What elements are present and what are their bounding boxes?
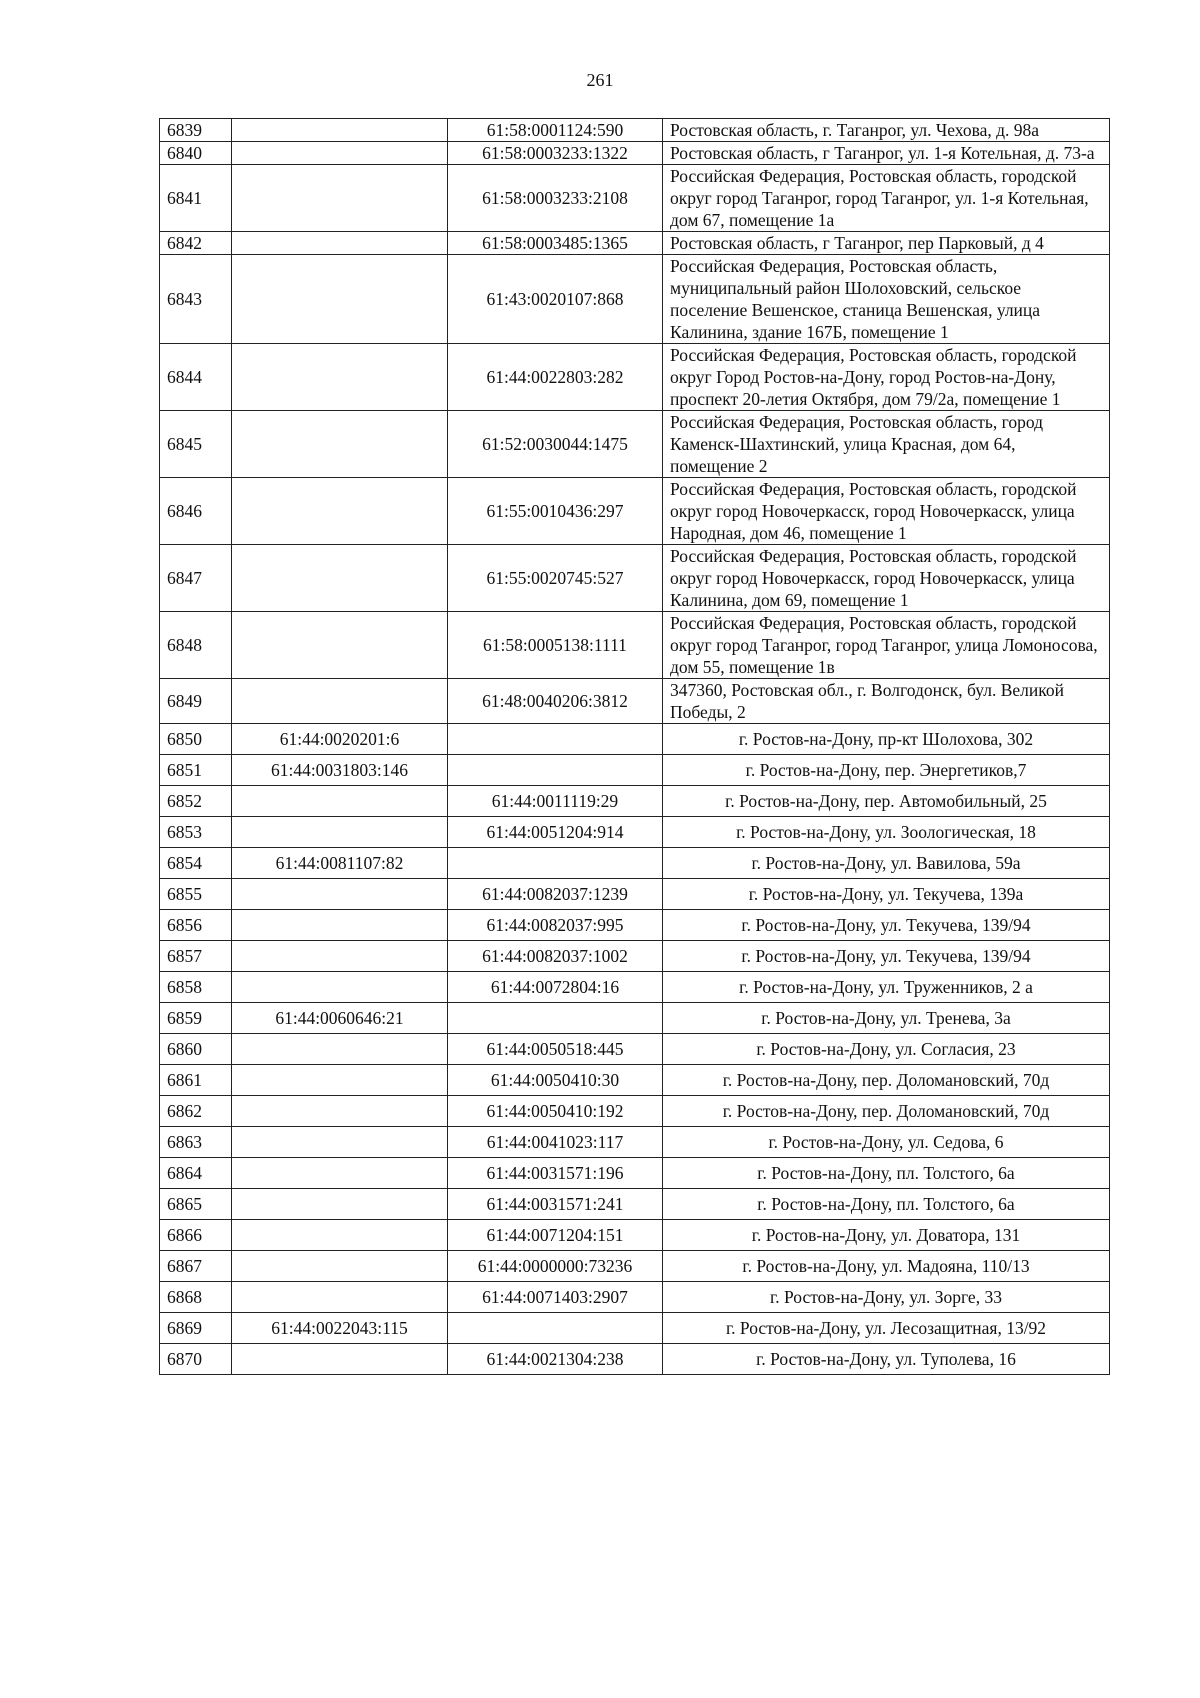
cadastral-number-parcel bbox=[232, 344, 448, 411]
cadastral-number-building: 61:44:0051204:914 bbox=[448, 817, 663, 848]
cadastral-number-building: 61:58:0001124:590 bbox=[448, 119, 663, 142]
row-number: 6849 bbox=[160, 679, 232, 724]
address-cell: г. Ростов-на-Дону, пл. Толстого, 6а bbox=[663, 1158, 1110, 1189]
row-number: 6861 bbox=[160, 1065, 232, 1096]
address-cell: г. Ростов-на-Дону, ул. Труженников, 2 а bbox=[663, 972, 1110, 1003]
cadastral-number-parcel: 61:44:0081107:82 bbox=[232, 848, 448, 879]
cadastral-number-building: 61:44:0000000:73236 bbox=[448, 1251, 663, 1282]
table-row bbox=[160, 1127, 1110, 1158]
row-number: 6847 bbox=[160, 545, 232, 612]
cadastral-number-parcel bbox=[232, 478, 448, 545]
row-number: 6858 bbox=[160, 972, 232, 1003]
row-number: 6854 bbox=[160, 848, 232, 879]
registry-body bbox=[160, 119, 1110, 1375]
cadastral-number-building: 61:44:0022803:282 bbox=[448, 344, 663, 411]
table-row bbox=[160, 255, 1110, 344]
cadastral-number-parcel: 61:44:0060646:21 bbox=[232, 1003, 448, 1034]
cadastral-number-building: 61:44:0082037:995 bbox=[448, 910, 663, 941]
cadastral-number-parcel bbox=[232, 1189, 448, 1220]
table-row bbox=[160, 786, 1110, 817]
row-number: 6857 bbox=[160, 941, 232, 972]
cadastral-number-building: 61:43:0020107:868 bbox=[448, 255, 663, 344]
row-number: 6843 bbox=[160, 255, 232, 344]
row-number: 6848 bbox=[160, 612, 232, 679]
address-cell: г. Ростов-на-Дону, ул. Лесозащитная, 13/92 bbox=[663, 1313, 1110, 1344]
address-cell: г. Ростов-на-Дону, пл. Толстого, 6а bbox=[663, 1189, 1110, 1220]
table-row bbox=[160, 119, 1110, 142]
table-row bbox=[160, 1344, 1110, 1375]
table-row bbox=[160, 1220, 1110, 1251]
cadastral-number-building: 61:44:0050410:30 bbox=[448, 1065, 663, 1096]
cadastral-number-parcel bbox=[232, 786, 448, 817]
table-row bbox=[160, 1282, 1110, 1313]
cadastral-number-building: 61:48:0040206:3812 bbox=[448, 679, 663, 724]
cadastral-number-building bbox=[448, 1313, 663, 1344]
cadastral-number-building bbox=[448, 1003, 663, 1034]
address-cell: г. Ростов-на-Дону, пер. Доломановский, 70д bbox=[663, 1096, 1110, 1127]
cadastral-number-parcel: 61:44:0022043:115 bbox=[232, 1313, 448, 1344]
cadastral-number-parcel bbox=[232, 1282, 448, 1313]
row-number: 6852 bbox=[160, 786, 232, 817]
row-number: 6860 bbox=[160, 1034, 232, 1065]
address-cell: Российская Федерация, Ростовская область, городской округ город Новочеркасск, город Новочеркасск, улица Калинина, дом 69, помещение 1 bbox=[663, 545, 1110, 612]
row-number: 6853 bbox=[160, 817, 232, 848]
address-cell: Российская Федерация, Ростовская область, городской округ город Новочеркасск, город Новочеркасск, улица Народная, дом 46, помещение 1 bbox=[663, 478, 1110, 545]
cadastral-number-parcel bbox=[232, 142, 448, 165]
address-cell: г. Ростов-на-Дону, пер. Энергетиков,7 bbox=[663, 755, 1110, 786]
cadastral-number-parcel bbox=[232, 817, 448, 848]
row-number: 6839 bbox=[160, 119, 232, 142]
cadastral-number-parcel bbox=[232, 411, 448, 478]
address-cell: Российская Федерация, Ростовская область, городской округ город Таганрог, город Таганрог, ул. 1-я Котельная, дом 67, помещение 1а bbox=[663, 165, 1110, 232]
cadastral-number-building: 61:44:0082037:1002 bbox=[448, 941, 663, 972]
cadastral-number-parcel bbox=[232, 165, 448, 232]
table-row bbox=[160, 910, 1110, 941]
cadastral-number-parcel bbox=[232, 545, 448, 612]
address-cell: г. Ростов-на-Дону, ул. Зорге, 33 bbox=[663, 1282, 1110, 1313]
row-number: 6869 bbox=[160, 1313, 232, 1344]
table-row bbox=[160, 1096, 1110, 1127]
address-cell: г. Ростов-на-Дону, ул. Текучева, 139/94 bbox=[663, 941, 1110, 972]
address-cell: г. Ростов-на-Дону, пер. Доломановский, 70д bbox=[663, 1065, 1110, 1096]
address-cell: Российская Федерация, Ростовская область, город Каменск-Шахтинский, улица Красная, дом 64, помещение 2 bbox=[663, 411, 1110, 478]
row-number: 6842 bbox=[160, 232, 232, 255]
cadastral-number-parcel bbox=[232, 1251, 448, 1282]
table-row bbox=[160, 232, 1110, 255]
table-row bbox=[160, 1003, 1110, 1034]
cadastral-number-parcel bbox=[232, 1220, 448, 1251]
cadastral-number-parcel bbox=[232, 232, 448, 255]
cadastral-number-building: 61:55:0020745:527 bbox=[448, 545, 663, 612]
cadastral-number-building bbox=[448, 724, 663, 755]
address-cell: Российская Федерация, Ростовская область, городской округ город Таганрог, город Таганрог, улица Ломоносова, дом 55, помещение 1в bbox=[663, 612, 1110, 679]
row-number: 6864 bbox=[160, 1158, 232, 1189]
row-number: 6851 bbox=[160, 755, 232, 786]
cadastral-number-parcel bbox=[232, 941, 448, 972]
table-row bbox=[160, 165, 1110, 232]
table-row bbox=[160, 1158, 1110, 1189]
address-cell: г. Ростов-на-Дону, ул. Седова, 6 bbox=[663, 1127, 1110, 1158]
table-row bbox=[160, 679, 1110, 724]
row-number: 6863 bbox=[160, 1127, 232, 1158]
table-row bbox=[160, 1251, 1110, 1282]
cadastral-number-parcel bbox=[232, 1344, 448, 1375]
cadastral-number-parcel bbox=[232, 879, 448, 910]
table-row bbox=[160, 1065, 1110, 1096]
cadastral-number-parcel: 61:44:0020201:6 bbox=[232, 724, 448, 755]
cadastral-number-building: 61:58:0003233:2108 bbox=[448, 165, 663, 232]
row-number: 6862 bbox=[160, 1096, 232, 1127]
row-number: 6840 bbox=[160, 142, 232, 165]
table-row bbox=[160, 1034, 1110, 1065]
cadastral-number-parcel: 61:44:0031803:146 bbox=[232, 755, 448, 786]
cadastral-number-building: 61:44:0041023:117 bbox=[448, 1127, 663, 1158]
table-row bbox=[160, 478, 1110, 545]
address-cell: г. Ростов-на-Дону, ул. Туполева, 16 bbox=[663, 1344, 1110, 1375]
cadastral-number-building: 61:44:0050410:192 bbox=[448, 1096, 663, 1127]
address-cell: г. Ростов-на-Дону, ул. Вавилова, 59а bbox=[663, 848, 1110, 879]
row-number: 6846 bbox=[160, 478, 232, 545]
cadastral-number-parcel bbox=[232, 612, 448, 679]
address-cell: Российская Федерация, Ростовская область, городской округ Город Ростов-на-Дону, город Ростов-на-Дону, проспект 20-летия Октября, дом 79/2а, помещение 1 bbox=[663, 344, 1110, 411]
cadastral-number-building bbox=[448, 755, 663, 786]
cadastral-number-parcel bbox=[232, 1065, 448, 1096]
cadastral-number-building bbox=[448, 848, 663, 879]
cadastral-number-parcel bbox=[232, 972, 448, 1003]
cadastral-number-parcel bbox=[232, 1127, 448, 1158]
table-row bbox=[160, 545, 1110, 612]
address-cell: г. Ростов-на-Дону, ул. Доватора, 131 bbox=[663, 1220, 1110, 1251]
row-number: 6865 bbox=[160, 1189, 232, 1220]
table-row bbox=[160, 612, 1110, 679]
address-cell: Российская Федерация, Ростовская область, муниципальный район Шолоховский, сельское поселение Вешенское, станица Вешенская, улица Калинина, здание 167Б, помещение 1 bbox=[663, 255, 1110, 344]
cadastral-number-parcel bbox=[232, 119, 448, 142]
row-number: 6850 bbox=[160, 724, 232, 755]
address-cell: г. Ростов-на-Дону, ул. Тренева, 3а bbox=[663, 1003, 1110, 1034]
row-number: 6868 bbox=[160, 1282, 232, 1313]
row-number: 6845 bbox=[160, 411, 232, 478]
cadastral-number-building: 61:44:0072804:16 bbox=[448, 972, 663, 1003]
cadastral-number-building: 61:44:0071204:151 bbox=[448, 1220, 663, 1251]
cadastral-number-building: 61:58:0003233:1322 bbox=[448, 142, 663, 165]
address-cell: Ростовская область, г. Таганрог, ул. Чехова, д. 98а bbox=[663, 119, 1110, 142]
cadastral-number-parcel bbox=[232, 910, 448, 941]
address-cell: г. Ростов-на-Дону, ул. Согласия, 23 bbox=[663, 1034, 1110, 1065]
table-row bbox=[160, 941, 1110, 972]
cadastral-number-building: 61:44:0071403:2907 bbox=[448, 1282, 663, 1313]
cadastral-number-building: 61:44:0021304:238 bbox=[448, 1344, 663, 1375]
cadastral-number-building: 61:58:0003485:1365 bbox=[448, 232, 663, 255]
address-cell: г. Ростов-на-Дону, ул. Текучева, 139/94 bbox=[663, 910, 1110, 941]
row-number: 6870 bbox=[160, 1344, 232, 1375]
property-registry-table bbox=[159, 118, 1110, 1375]
row-number: 6867 bbox=[160, 1251, 232, 1282]
cadastral-number-building: 61:52:0030044:1475 bbox=[448, 411, 663, 478]
address-cell: 347360, Ростовская обл., г. Волгодонск, бул. Великой Победы, 2 bbox=[663, 679, 1110, 724]
table-row bbox=[160, 755, 1110, 786]
address-cell: г. Ростов-на-Дону, пер. Автомобильный, 25 bbox=[663, 786, 1110, 817]
table-row bbox=[160, 411, 1110, 478]
row-number: 6855 bbox=[160, 879, 232, 910]
page-number: 261 bbox=[586, 70, 614, 90]
table-row bbox=[160, 1313, 1110, 1344]
cadastral-number-parcel bbox=[232, 255, 448, 344]
address-cell: Ростовская область, г Таганрог, ул. 1-я Котельная, д. 73-а bbox=[663, 142, 1110, 165]
cadastral-number-building: 61:44:0031571:241 bbox=[448, 1189, 663, 1220]
address-cell: г. Ростов-на-Дону, пр-кт Шолохова, 302 bbox=[663, 724, 1110, 755]
cadastral-number-parcel bbox=[232, 1034, 448, 1065]
table-row bbox=[160, 879, 1110, 910]
cadastral-number-parcel bbox=[232, 679, 448, 724]
cadastral-number-building: 61:44:0082037:1239 bbox=[448, 879, 663, 910]
cadastral-number-parcel bbox=[232, 1158, 448, 1189]
cadastral-number-parcel bbox=[232, 1096, 448, 1127]
table-row bbox=[160, 848, 1110, 879]
table-row bbox=[160, 1189, 1110, 1220]
address-cell: Ростовская область, г Таганрог, пер Парковый, д 4 bbox=[663, 232, 1110, 255]
cadastral-number-building: 61:44:0050518:445 bbox=[448, 1034, 663, 1065]
table-row bbox=[160, 724, 1110, 755]
address-cell: г. Ростов-на-Дону, ул. Зоологическая, 18 bbox=[663, 817, 1110, 848]
row-number: 6844 bbox=[160, 344, 232, 411]
cadastral-number-building: 61:44:0031571:196 bbox=[448, 1158, 663, 1189]
address-cell: г. Ростов-на-Дону, ул. Мадояна, 110/13 bbox=[663, 1251, 1110, 1282]
address-cell: г. Ростов-на-Дону, ул. Текучева, 139а bbox=[663, 879, 1110, 910]
table-row bbox=[160, 972, 1110, 1003]
cadastral-number-building: 61:58:0005138:1111 bbox=[448, 612, 663, 679]
table-row bbox=[160, 142, 1110, 165]
table-row bbox=[160, 817, 1110, 848]
row-number: 6856 bbox=[160, 910, 232, 941]
row-number: 6859 bbox=[160, 1003, 232, 1034]
cadastral-number-building: 61:55:0010436:297 bbox=[448, 478, 663, 545]
row-number: 6866 bbox=[160, 1220, 232, 1251]
row-number: 6841 bbox=[160, 165, 232, 232]
table-row bbox=[160, 344, 1110, 411]
cadastral-number-building: 61:44:0011119:29 bbox=[448, 786, 663, 817]
